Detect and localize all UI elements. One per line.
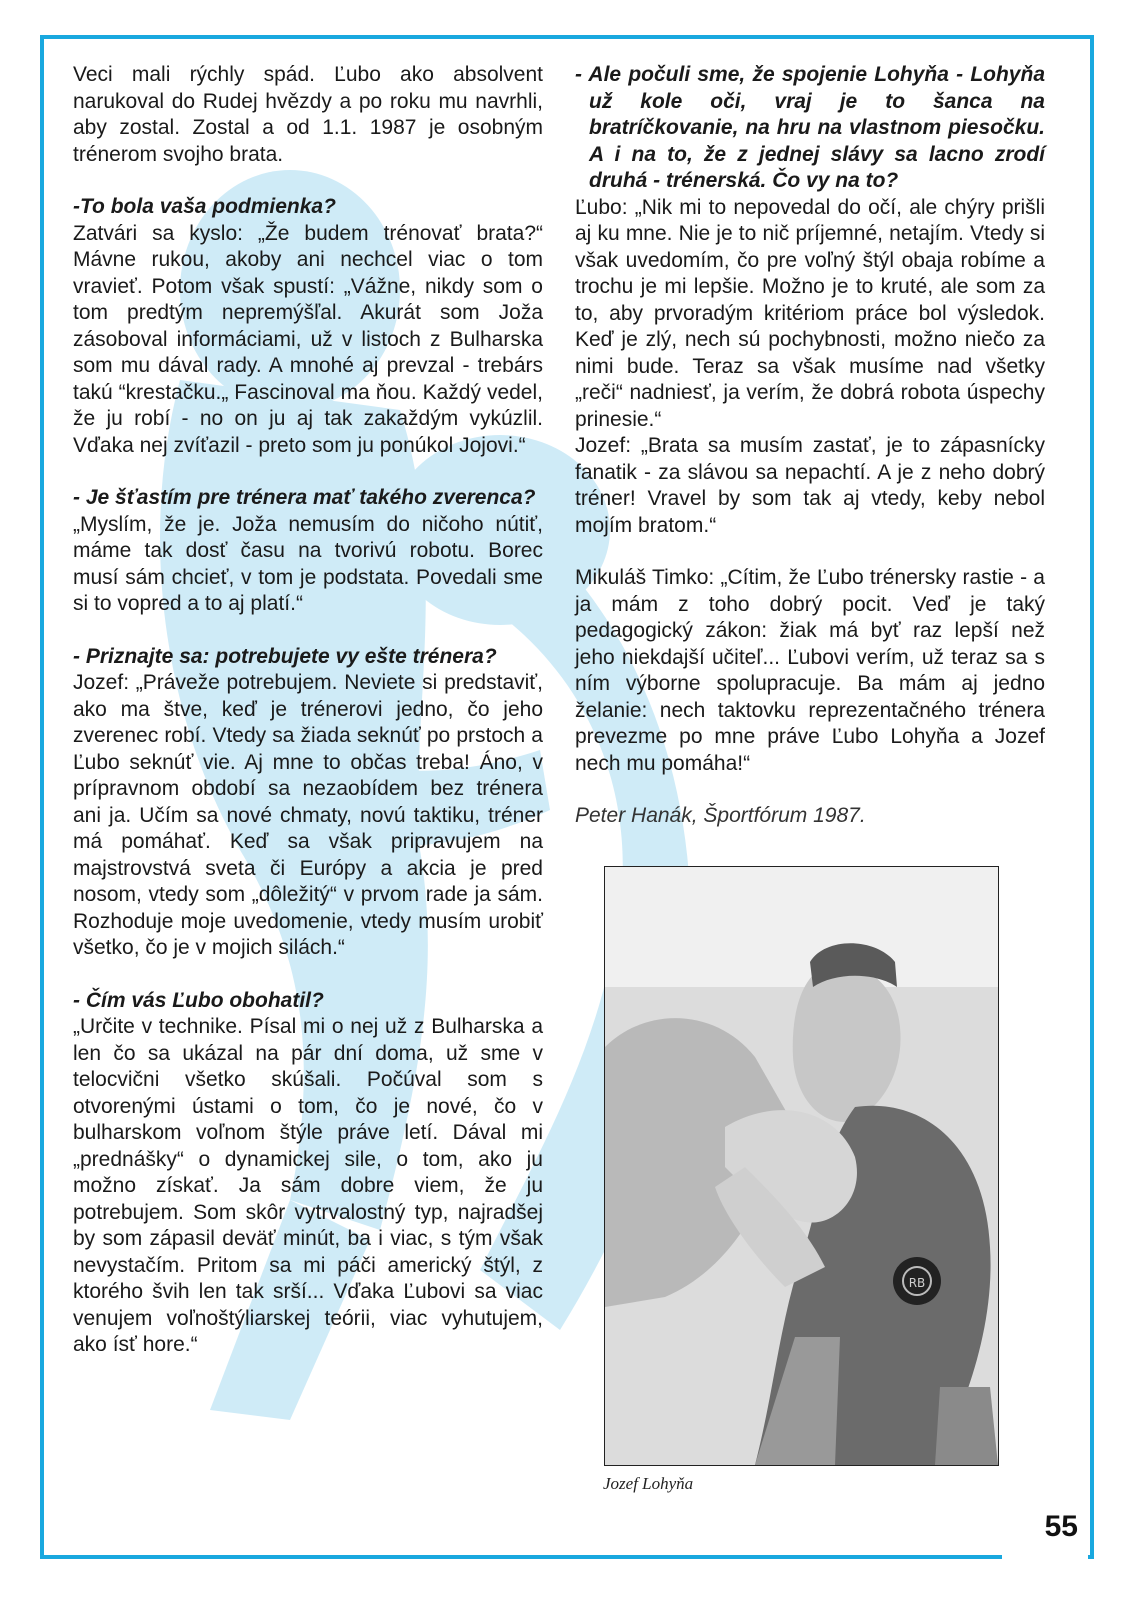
answer-2: „Myslím, že je. Joža nemusím do ničoho nútiť, máme tak dosť času na tvorivú robotu. Borec musí sám chcieť, v tom je podstata. Povedali sme si to vopred a to aj platí.“ [73,512,543,615]
answer-5-lubo: Ľubo: „Nik mi to nepovedal do očí, ale chýry prišli aj ku mne. Nie je to nič príjemné, netajím. Vtedy si však uvedomím, čo pre voľný štýl obaja robíme a trochu je mi lepšie. Možno je to kruté, ale som za to, aby prvoradým kritériom práce bol výsledok. Keď je zlý, nech sú pochybnosti, možno niečo za nimi bude. Teraz sa však musíme nad všetky „reči“ nadniesť, ja verím, že dobrá robota úspechy prinesie.“ [575,195,1045,431]
right-column [575,62,1045,830]
singlet-badge: RB [908,1276,926,1290]
frame-gap [1002,1550,1088,1570]
answer-3: Jozef: „Práveže potrebujem. Neviete si predstaviť, ako ma štve, keď je trénerovi jedno, čo jeho zverenec robí. Vtedy sa žiada seknúť po prstoch a Ľubo seknúť vie. Aj mne to občas treba! Áno, v prípravnom období sa nezaobídem bez trénera ani ja. Učím sa nové chmaty, novú taktiku, tréner má pomáhať. Keď sa však pripravujem na majstrovstvá sveta či Európy a akcia je pred nosom, vtedy som „dôležitý“ v prvom rade ja sám. Rozhoduje moje uvedomenie, vtedy musím urobiť všetko, čo je v mojich silách.“ [73,671,543,959]
article-signature: Peter Hanák, Športfórum 1987. [575,804,866,827]
question-1: -To bola vaša podmienka? [73,195,336,218]
answer-4: „Určite v technike. Písal mi o nej už z Bulharska a len čo sa ukázal na pár dní doma, už sme v telocvični všetko skúšali. Počúval som s otvorenými ústami o tom, čo je nové, čo v bulharskom voľnom štýle práve letí. Dával mi „prednášky“ o dynamickej sile, o tom, ako ju možno získať. Ja sám dobre viem, že ju potrebujem. Som skôr vytrvalostný typ, najradšej by som zápasil deväť minút, ba i viac, s tým však nevystačím. Pritom sa mi páči americký štýl, z ktorého švih len tak srší... Vďaka Ľubovi sa viac venujem voľnoštýliarskej teórii, viac vyhutujem, ako ísť hore.“ [73,1015,543,1356]
question-3: - Priznajte sa: potrebujete vy ešte trénera? [73,644,497,668]
question-5: - Ale počuli sme, že spojenie Lohyňa - Lohyňa už kole oči, vraj je to šanca na bratríčkovanie, na hru na vlastnom piesočku. A i na to, že z jednej slávy sa lacno zrodí druhá - trénerská. Čo vy na to? [575,63,1045,192]
page-number: 55 [1044,1510,1078,1543]
wrestlers-photo-illustration [605,867,998,1465]
left-column [73,62,543,1359]
answer-1: Zatvári sa kyslo: „Že budem trénovať brata?“ Mávne rukou, akoby ani nechcel viac o tom vravieť. Potom však spustí: „Vážne, nikdy som o tom predtým nepremýšľal. Akurát som Joža zásoboval informáciami, už v listoch z Bulharska som mu dával rady. A mnohé aj prevzal - trebárs takú “krestačku.„ Fascinoval ma ňou. Každý vedel, že ju robí - no on ju aj tak zakaždým vykúzlil. Vďaka nej zvíťazil - preto som ju ponúkol Jojovi.“ [73,221,543,457]
photo-caption: Jozef Lohyňa [603,1474,694,1493]
wrestling-photo [604,866,999,1466]
question-4: - Čím vás Ľubo obohatil? [73,988,324,1012]
intro-paragraph: Veci mali rýchly spád. Ľubo ako absolvent narukoval do Rudej hvězdy a po roku mu navrhli, aby zostal. Zostal a od 1.1. 1987 je osobným trénerom svojho brata. [73,63,543,166]
answer-5-jozef: Jozef: „Brata sa musím zastať, je to zápasnícky fanatik - za slávou sa nepachtí. A je z neho dobrý tréner! Vravel by som tak aj vtedy, keby nebol mojím bratom.“ [575,434,1045,537]
question-2: - Je šťastím pre trénera mať takého zverenca? [73,486,536,509]
timko-paragraph: Mikuláš Timko: „Cítim, že Ľubo trénersky rastie - a ja mám z toho dobrý pocit. Veď je taký pedagogický zákon: žiak má byť raz lepší než jeho niekdajší učiteľ... Ľubovi verím, už teraz sa s ním výborne spolupracuje. Ba mám aj jedno želanie: nech taktovku reprezentačného trénera prevezme po mne práve Ľubo Lohyňa a Jozef nech mu pomáha!“ [575,566,1045,775]
